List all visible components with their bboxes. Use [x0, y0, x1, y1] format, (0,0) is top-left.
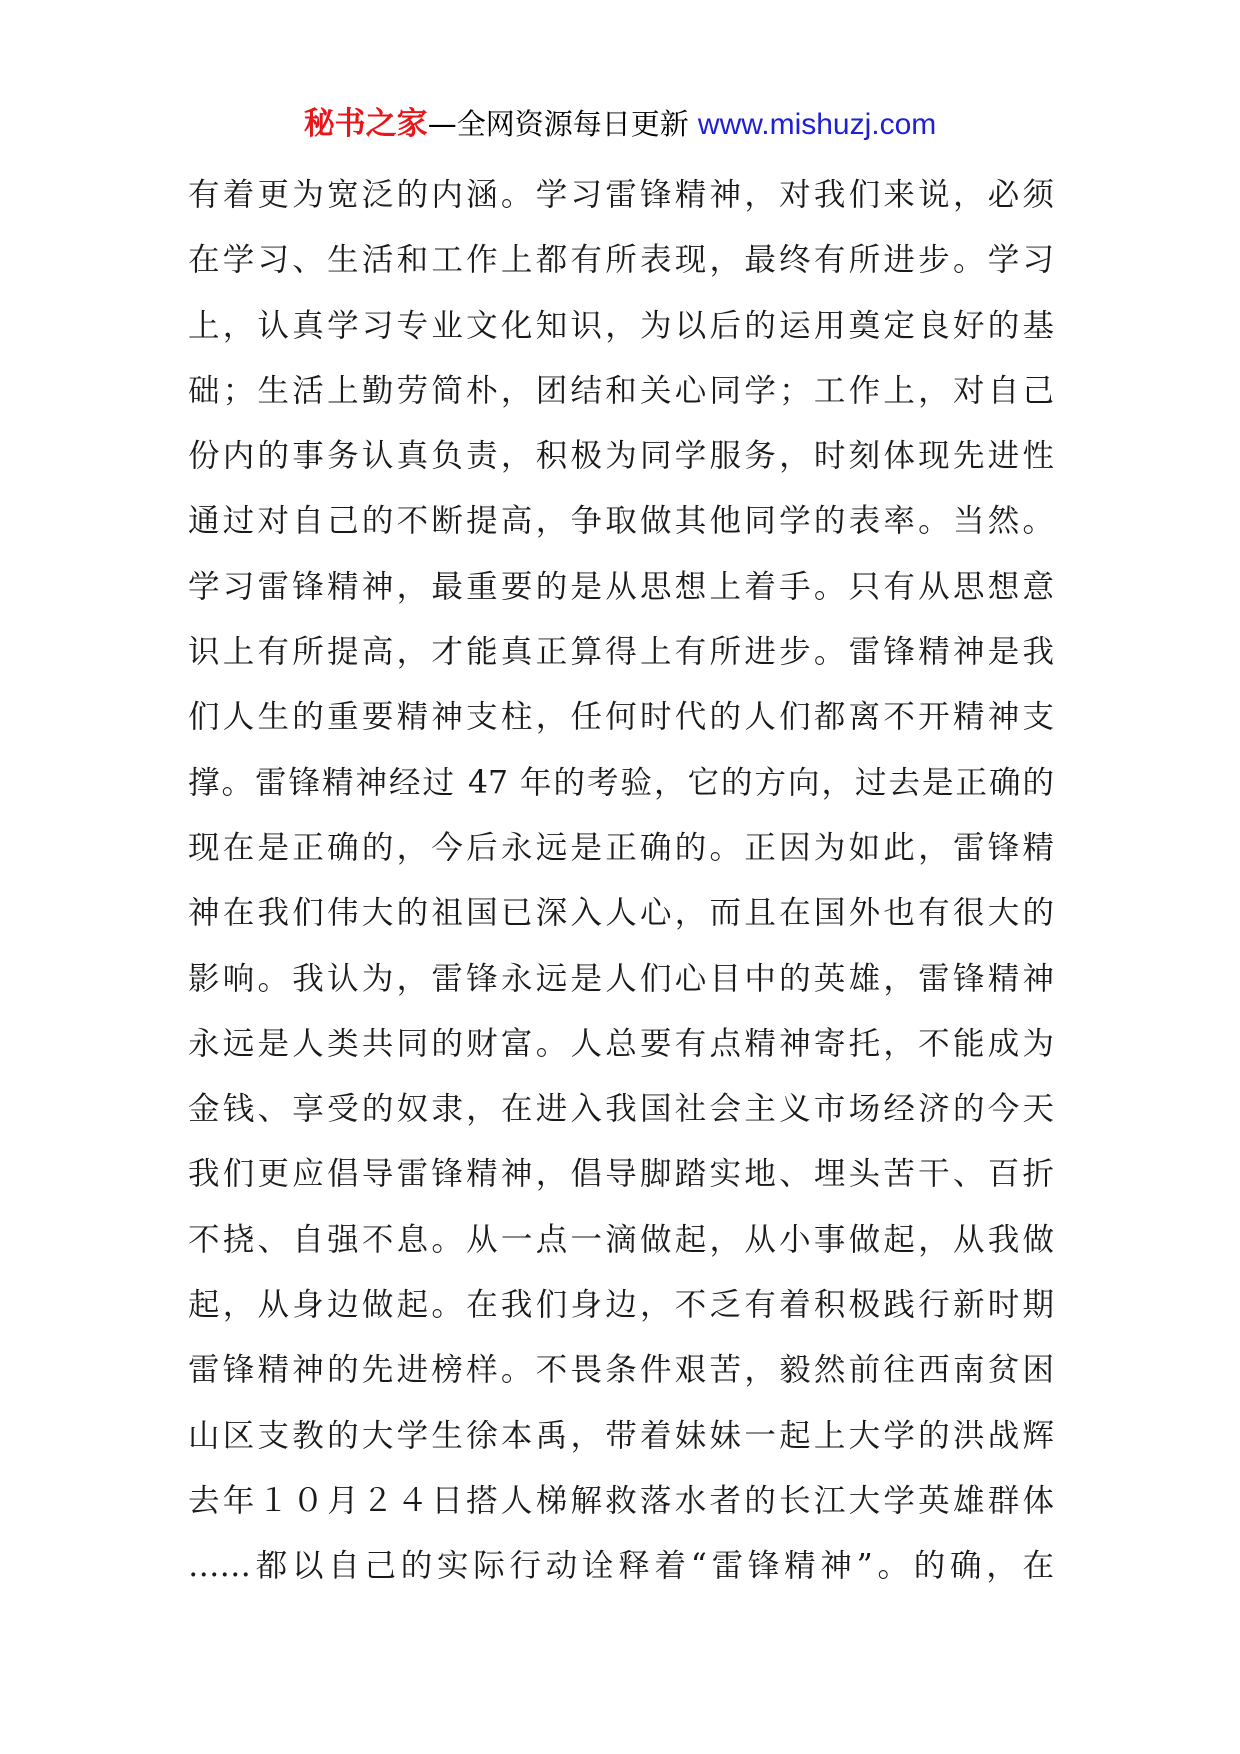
text-line: 在学习、生活和工作上都有所表现，最终有所进步。学习 [188, 242, 1054, 279]
text-line: 起，从身边做起。在我们身边，不乏有着积极践行新时期 [188, 1287, 1054, 1324]
text-line: 不挠、自强不息。从一点一滴做起，从小事做起，从我做 [188, 1221, 1054, 1258]
text-line: 通过对自己的不断提高，争取做其他同学的表率。当然。 [188, 503, 1054, 540]
text-line: 金钱、享受的奴隶，在进入我国社会主义市场经济的今天 [188, 1091, 1054, 1128]
text-line: 影响。我认为，雷锋永远是人们心目中的英雄，雷锋精神 [188, 960, 1054, 997]
text-line: 础；生活上勤劳简朴，团结和关心同学；工作上，对自己 [188, 372, 1054, 409]
text-line: 雷锋精神的先进榜样。不畏条件艰苦，毅然前往西南贫困 [188, 1352, 1054, 1389]
header-slogan: —全网资源每日更新 [427, 107, 689, 141]
header-brand: 秘书之家 [303, 106, 428, 142]
text-line: 上，认真学习专业文化知识，为以后的运用奠定良好的基 [188, 307, 1054, 344]
text-line: 现在是正确的，今后永远是正确的。正因为如此，雷锋精 [188, 829, 1054, 866]
text-line: 神在我们伟大的祖国已深入人心，而且在国外也有很大的 [188, 895, 1054, 932]
text-line: 份内的事务认真负责，积极为同学服务，时刻体现先进性 [188, 438, 1054, 475]
text-line: 识上有所提高，才能真正算得上有所进步。雷锋精神是我 [188, 634, 1054, 671]
header-url-link[interactable]: www.mishuzj.com [697, 108, 937, 141]
text-line: ……都以自己的实际行动诠释着“雷锋精神”。的确，在 [188, 1548, 1054, 1585]
text-line: 有着更为宽泛的内涵。学习雷锋精神，对我们来说，必须 [188, 177, 1054, 213]
text-line: 我们更应倡导雷锋精神，倡导脚踏实地、埋头苦干、百折 [188, 1156, 1054, 1193]
page-header [0, 104, 1240, 145]
text-line: 山区支教的大学生徐本禹，带着妹妹一起上大学的洪战辉 [188, 1417, 1054, 1454]
text-line: 学习雷锋精神，最重要的是从思想上着手。只有从思想意 [188, 568, 1054, 605]
text-line: 们人生的重要精神支柱，任何时代的人们都离不开精神支 [188, 699, 1054, 736]
text-line: 撑。雷锋精神经过 47 年的考验，它的方向，过去是正确的 [188, 764, 1054, 801]
text-line: 永远是人类共同的财富。人总要有点精神寄托，不能成为 [188, 1025, 1054, 1062]
text-line: 去年１０月２４日搭人梯解救落水者的长江大学英雄群体 [188, 1482, 1054, 1519]
body-paragraph [188, 163, 1054, 1600]
